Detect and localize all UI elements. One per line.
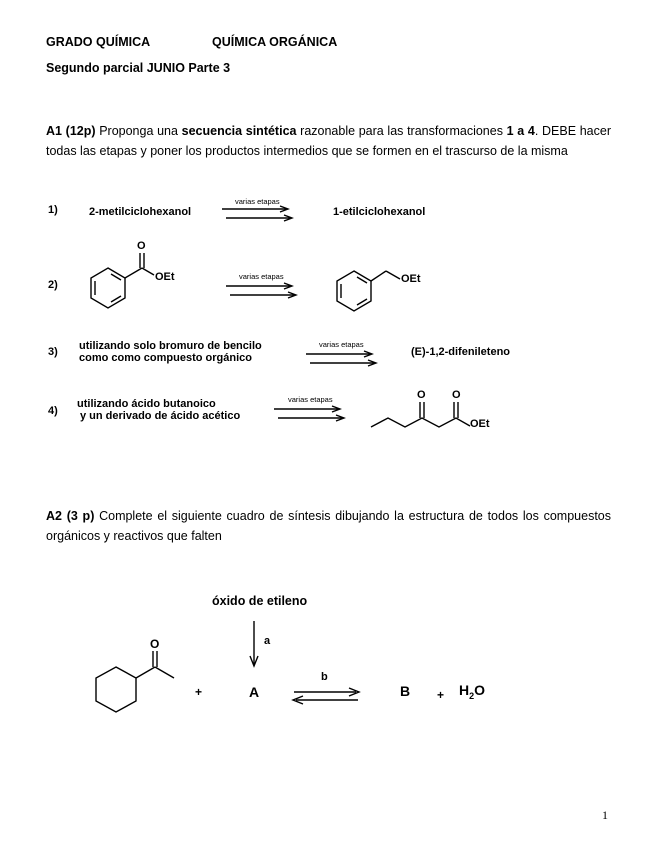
- a1-code: A1 (12p): [46, 124, 96, 138]
- water-h: H: [459, 682, 470, 698]
- item-3-product: (E)-1,2-difenileteno: [411, 346, 511, 358]
- item-1-arrow-label: varias etapas: [235, 197, 280, 206]
- item-4-start-line1: utilizando ácido butanoico: [77, 398, 216, 410]
- item-2-carbonyl-o: O: [137, 240, 146, 252]
- plus-1: +: [195, 685, 203, 699]
- ketone-o: O: [150, 637, 160, 651]
- a1-text-1: Proponga una: [95, 124, 182, 138]
- a2-code: A2 (3 p): [46, 509, 95, 523]
- subject-title: QUÍMICA ORGÁNICA: [212, 35, 338, 49]
- label-a: a: [264, 635, 271, 647]
- item-3-start-line1: utilizando solo bromuro de bencilo: [79, 340, 262, 352]
- item-2-number: 2): [48, 279, 58, 291]
- item-2-arrow-label: varias etapas: [239, 272, 284, 281]
- degree-title: GRADO QUÍMICA: [46, 35, 151, 49]
- a1-text-2: razonable para las transformaciones: [296, 124, 507, 138]
- a1-range: 1 a 4: [506, 124, 535, 138]
- item-4-start-line2: y un derivado de ácido acético: [80, 410, 241, 422]
- page-number: 1: [602, 808, 608, 822]
- plus-2: +: [437, 688, 445, 702]
- a2-text: Complete el siguiente cuadro de síntesis dibujando la estructura de todos los compuestos orgánicos y reactivos que falten: [46, 509, 611, 543]
- a1-emphasis: secuencia sintética: [181, 124, 297, 138]
- item-4-number: 4): [48, 405, 58, 417]
- item-3-number: 3): [48, 346, 58, 358]
- a1-text-3: . DEBE hacer todas las etapas y poner los productos intermedios que se formen en el trascurso de la misma: [46, 124, 611, 158]
- exam-title: Segundo parcial JUNIO Parte 3: [46, 61, 231, 75]
- compound-b: B: [400, 683, 411, 699]
- item-3-arrow-label: varias etapas: [319, 340, 364, 349]
- label-b: b: [321, 671, 328, 683]
- water-o: O: [474, 682, 486, 698]
- item-1-start: 2-metilciclohexanol: [89, 206, 192, 218]
- item-4-product-group: OEt: [470, 418, 490, 430]
- item-2-product-group: OEt: [401, 273, 421, 285]
- compound-a: A: [249, 684, 260, 700]
- item-1-product: 1-etilciclohexanol: [333, 206, 426, 218]
- item-4-ketone-o: O: [417, 389, 426, 401]
- item-3-start-line2: como como compuesto orgánico: [79, 352, 252, 364]
- item-2-start-group: OEt: [155, 271, 175, 283]
- item-1-number: 1): [48, 204, 58, 216]
- water: [459, 682, 485, 701]
- item-4-ester-o: O: [452, 389, 461, 401]
- reagent-ethylene-oxide: óxido de etileno: [212, 594, 308, 608]
- item-4-arrow-label: varias etapas: [288, 395, 333, 404]
- water-subscript: 2: [469, 690, 475, 701]
